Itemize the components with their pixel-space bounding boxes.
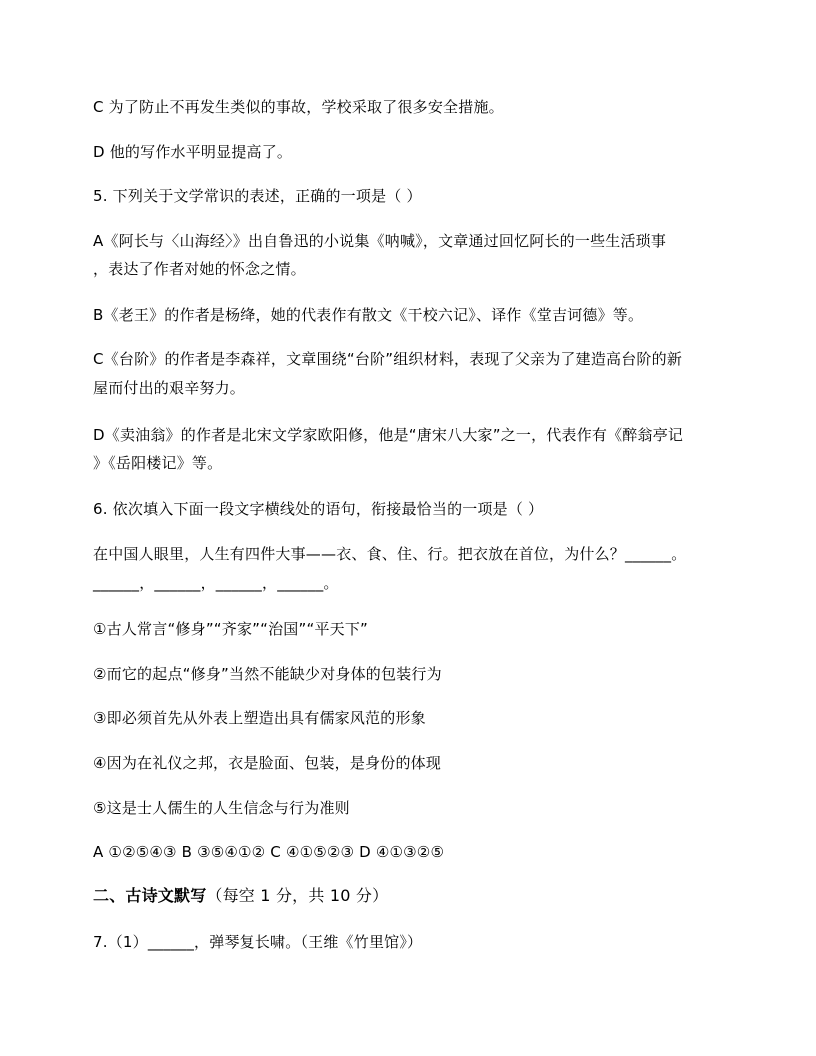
q5-option-b: B《老王》的作者是杨绛，她的代表作有散文《干校六记》、译作《堂吉诃德》等。 (93, 306, 644, 324)
section-heading-note: （每空 1 分，共 10 分） (206, 886, 389, 905)
q6-sentence-3: ③即必须首先从外表上塑造出具有儒家风范的形象 (93, 709, 426, 727)
q6-question: 6. 依次填入下面一段文字横线处的语句，衔接最恰当的一项是（ ） (93, 500, 544, 518)
q6-passage-line2: ______，______，______，______。 (93, 574, 339, 592)
q6-passage-line1: 在中国人眼里，人生有四件大事——衣、食、住、行。把衣放在首位，为什么？______。 (93, 545, 687, 563)
q5-question: 5. 下列关于文学常识的表述，正确的一项是（ ） (93, 187, 422, 205)
q6-sentence-4: ④因为在礼仪之邦，衣是脸面、包装，是身份的体现 (93, 754, 442, 772)
q5-option-a-line1: A《阿长与〈山海经〉》出自鲁迅的小说集《呐喊》，文章通过回忆阿长的一些生活琐事 (93, 232, 667, 250)
section-heading-title: 二、古诗文默写 (93, 886, 207, 905)
q4-option-c: C 为了防止不再发生类似的事故，学校采取了很多安全措施。 (93, 98, 504, 116)
q6-sentence-1: ①古人常言“修身”“齐家”“治国”“平天下” (93, 620, 369, 638)
q5-option-c-line1: C《台阶》的作者是李森祥，文章围绕“台阶”组织材料，表现了父亲为了建造高台阶的新 (93, 350, 683, 368)
q7-item-1: 7.（1）______，弹琴复长啸。（王维《竹里馆》） (93, 933, 423, 951)
q6-sentence-5: ⑤这是士人儒生的人生信念与行为准则 (93, 799, 350, 817)
q6-answer-options: A ①②⑤④③ B ③⑤④①② C ④①⑤②③ D ④①③②⑤ (93, 843, 445, 861)
section-heading (93, 886, 756, 906)
q6-sentence-2: ②而它的起点“修身”当然不能缺少对身体的包装行为 (93, 665, 442, 683)
q4-option-d: D 他的写作水平明显提高了。 (93, 143, 293, 161)
q5-option-c-line2: 屋而付出的艰辛努力。 (93, 379, 246, 397)
q5-option-a-line2: ，表达了作者对她的怀念之情。 (93, 260, 306, 278)
q5-option-d-line2: 》《岳阳楼记》等。 (93, 454, 223, 472)
q5-option-d-line1: D《卖油翁》的作者是北宋文学家欧阳修，他是“唐宋八大家”之一，代表作有《醉翁亭记 (93, 426, 684, 444)
